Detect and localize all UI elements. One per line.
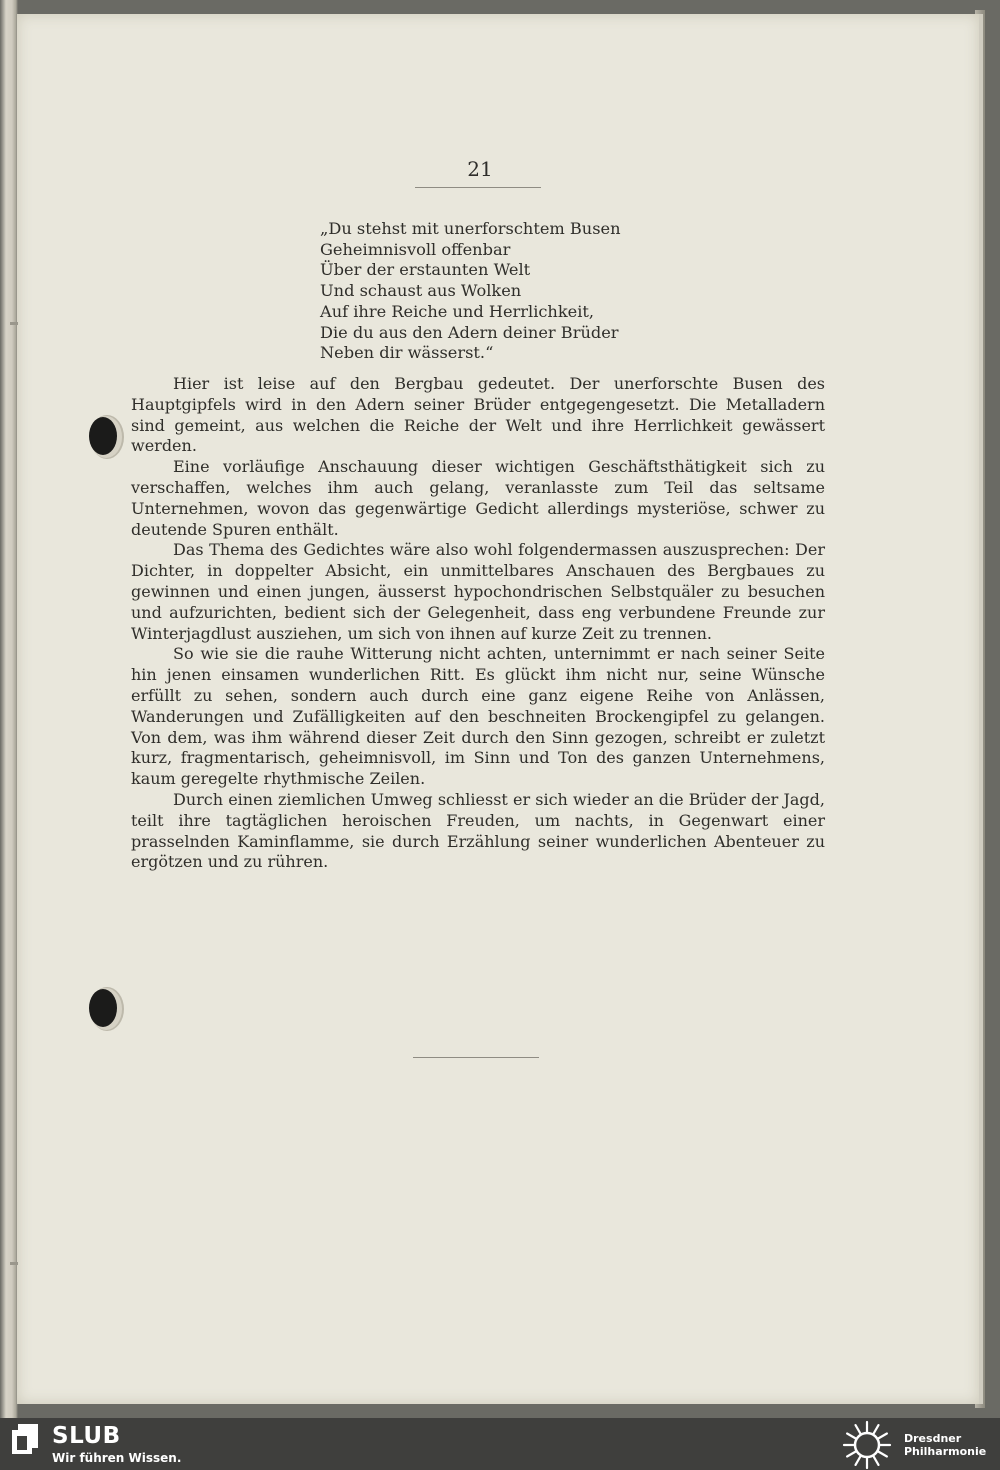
library-tagline: Wir führen Wissen.: [52, 1451, 182, 1465]
footer-rule: [413, 1057, 539, 1058]
viewer-footer-bar: [0, 1418, 1000, 1467]
paragraph: Durch einen ziemlichen Umweg schliesst er sich wieder an die Brüder der Jagd, teilt ihre tagtäglichen heroischen Freuden, um nachts, in Gegenwart einer prasselnden Kaminflamme, sie durch Erzählung seiner wunderlichen Abenteuer zu ergötzen und zu rühren.: [131, 789, 825, 872]
paragraph: Das Thema des Gedichtes wäre also wohl folgendermassen auszusprechen: Der Dichter, in doppelter Absicht, ein unmittelbares Anschauen des Bergbaues zu gewinnen und einen jungen, äusserst hypochondrischen Selbstquäler zu besuchen und aufzurichten, bedient sich der Gelegenheit, dass eng verbundene Freunde zur Winterjagdlust ausziehen, um sich von ihnen auf kurze Zeit zu trennen.: [131, 540, 825, 643]
verse-line: „Du stehst mit unerforschtem Busen: [320, 219, 621, 238]
binding-staple: [10, 322, 18, 325]
paragraph: Eine vorläufige Anschauung dieser wichtigen Geschäftsthätigkeit sich zu verschaffen, welches ihm auch gelang, veranlasste zum Teil das seltsame Unternehmen, wovon das gegenwärtige Gedicht allerdings mysteriöse, schwer zu deutende Spuren enthält.: [131, 457, 825, 539]
paragraph: Hier ist leise auf den Bergbau gedeutet. Der unerforschte Busen des Hauptgipfels wird in den Adern seiner Brüder entgegengesetzt. Die Metalladern sind gemeint, aus welchen die Reiche der Welt und ihre Herrlichkeit gewässert werden.: [131, 374, 825, 456]
partner-name-line2: Philharmonie: [904, 1445, 987, 1458]
philharmonie-sunburst-icon[interactable]: [842, 1420, 892, 1470]
header-rule: [415, 187, 541, 188]
poem-quotation: [320, 219, 740, 364]
paragraph: So wie sie die rauhe Witterung nicht achten, unternimmt er nach seiner Seite hin jenen einsamen wunderlichen Ritt. Es glückt ihm nicht nur, seine Wünsche erfüllt zu sehen, sondern auch durch eine ganz eigene Reihe von Anlässen, Wanderungen und Zufälligkeiten auf den beschneiten Brockengipfel zu gelangen. Von dem, was ihm während dieser Zeit durch den Sinn gezogen, schreibt er zuletzt kurz, fragmentarisch, geheimnisvoll, im Sinn und Ton des ganzen Unternehmens, kaum geregelte rhythmische Zeilen.: [131, 644, 825, 789]
verse-line: Geheimnisvoll offenbar: [320, 239, 511, 259]
verse-line: Die du aus den Adern deiner Brüder: [320, 322, 619, 342]
library-name[interactable]: SLUB: [52, 1423, 121, 1449]
commentary-text: [131, 374, 825, 873]
slub-logo-icon[interactable]: [12, 1424, 38, 1454]
verse-line: Auf ihre Reiche und Herrlichkeit,: [320, 301, 595, 321]
binding-staple: [10, 1262, 18, 1265]
page-number: 21: [467, 157, 493, 181]
verse-line: Und schaust aus Wolken: [320, 281, 522, 301]
verse-line: Neben dir wässerst.“: [320, 343, 494, 363]
punch-hole: [89, 989, 117, 1027]
partner-name[interactable]: [904, 1432, 986, 1458]
partner-name-line1: Dresdner: [904, 1432, 962, 1445]
punch-hole: [89, 417, 117, 455]
verse-line: Über der erstaunten Welt: [320, 260, 531, 280]
